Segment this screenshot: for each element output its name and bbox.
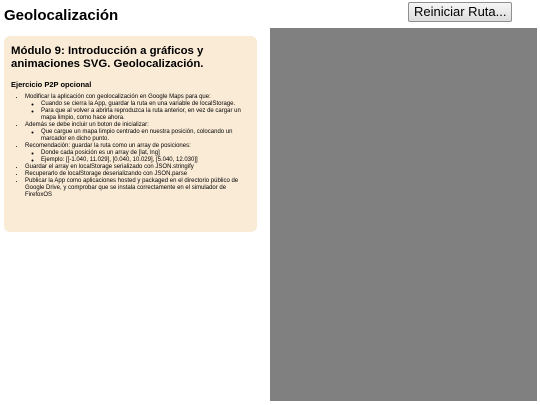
list-item (25, 94, 250, 122)
list-item-text: Modificar la aplicación con geolocalización en Google Maps para que: (25, 94, 211, 100)
list-item: • Recuperarlo de localStorage deserializando con JSON.parse (25, 171, 250, 178)
sub-list-item: ◦ Cuando se cierra la App, guardar la ruta en una variable de localStorage. (41, 101, 250, 108)
list-item-text: Recomendación: guardar la ruta como un array de posiciones: (25, 143, 191, 149)
task-list (11, 94, 250, 199)
sub-list-item: ◦ Para que al volver a abrirla reproduzca la ruta anterior, en vez de cargar un mapa limpio, como hace ahora. (41, 108, 250, 122)
sub-list (25, 129, 250, 143)
reset-route-button[interactable]: Reiniciar Ruta... (408, 2, 512, 22)
list-item (25, 143, 250, 164)
exercise-title: Ejercicio P2P opcional (11, 80, 92, 89)
exercise-card (4, 36, 257, 232)
sub-list-item: ◦ Que cargue un mapa limpio centrado en nuestra posición, colocando un marcador en dicho punto. (41, 129, 250, 143)
sub-list-item: ◦ Ejemplo: [[-1.040, 11.029], [0.040, 10.029], [5.040, 12.030]] (41, 157, 250, 164)
map-canvas[interactable] (270, 28, 537, 401)
sub-list (25, 101, 250, 122)
module-title: Módulo 9: Introducción a gráficos y animaciones SVG. Geolocalización. (11, 45, 204, 70)
page-title: Geolocalización (4, 7, 119, 24)
list-item: • Publicar la App como aplicaciones hosted y packaged en el directorio público de Google Drive, y comprobar que se instala correctamente en el simulador de FirefoxOS (25, 178, 250, 199)
sub-list (25, 150, 250, 164)
list-item-text: Además se debe incluir un boton de inicializar: (25, 122, 149, 128)
list-item (25, 122, 250, 143)
list-item: • Guardar el array en localStorage serializado con JSON.stringify (25, 164, 250, 171)
sub-list-item: ◦ Donde cada posición es un array de [lat, lng] (41, 150, 250, 157)
